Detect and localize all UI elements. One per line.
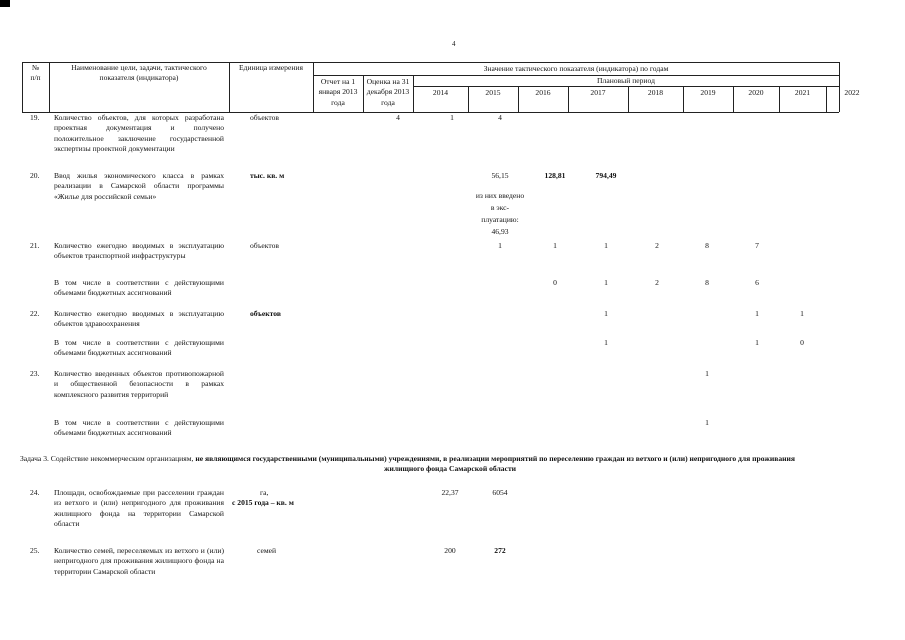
header-year-2016: 2016	[535, 88, 551, 97]
row-21-2020: 7	[755, 241, 759, 250]
row-22-2017: 1	[604, 309, 608, 318]
row-19-2014: 1	[450, 113, 454, 122]
row-24-2015: 6054	[492, 488, 508, 497]
row-21-2018: 2	[655, 241, 659, 250]
row-23-sub-name: В том числе в соответствии с действующими объемами бюджетных ассигнований	[54, 418, 224, 438]
header-year-2021: 2021	[794, 88, 811, 97]
row-21-2015: 1	[498, 241, 502, 250]
header-unit: Единица измерения	[239, 63, 303, 72]
row-19-unit: объектов	[250, 113, 279, 122]
row-19-name: Количество объектов, для которых разработана проектная документация и получено положительное заключение государственной экспертизы проектной документации	[54, 113, 224, 154]
row-20-unit: тыс. кв. м	[250, 171, 285, 180]
task3-line2: жилищного фонда Самарской области	[383, 464, 517, 473]
row-20-2017: 794,49	[595, 171, 617, 180]
col-line	[49, 62, 50, 112]
row-23-name: Количество введенных объектов противопожарной и общественной безопасности в рамках комплексного развития территорий	[54, 369, 224, 399]
row-20-num: 20.	[30, 171, 40, 180]
row-21-sub-2020: 6	[755, 278, 759, 287]
row-24-unit1: га,	[260, 488, 269, 497]
row-24-num: 24.	[30, 488, 40, 497]
header-year-2015: 2015	[485, 88, 501, 97]
row-21-num: 21.	[30, 241, 40, 250]
header-year-2022: 2022	[844, 88, 860, 97]
row-22-sub-name: В том числе в соответствии с действующими объемами бюджетных ассигнований	[54, 338, 224, 358]
row-22-sub-2021: 0	[800, 338, 804, 347]
task3-bold: не являющимся государственными (муниципальными) учреждениями, в реализации мероприятий по переселению граждан из ветхого и (или) непригодного для проживания	[195, 454, 795, 463]
row-25-name: Количество семей, переселяемых из ветхого и (или) непригодного для проживания жилищного фонда на территории Самарской области	[54, 546, 224, 576]
header-year-2019: 2019	[700, 88, 716, 97]
row-25-unit: семей	[257, 546, 277, 555]
col-line	[363, 75, 364, 112]
row-25-num: 25.	[30, 546, 40, 555]
row-20-2015: 56,15	[491, 171, 509, 180]
row-23-sub-2019: 1	[705, 418, 709, 427]
header-year-2018: 2018	[647, 88, 664, 97]
row-24-name: Площади, освобождаемые при расселении граждан из ветхого и (или) непригодного для проживания жилищного фонда на территории Самарской области	[54, 488, 224, 529]
row-21-sub-2016: 0	[553, 278, 557, 287]
row-20-2016: 128,81	[544, 171, 566, 180]
row-22-sub-2020: 1	[755, 338, 759, 347]
row-25-2015: 272	[494, 546, 506, 555]
row-23-2019: 1	[705, 369, 709, 378]
row-21-sub-name: В том числе в соответствии с действующими объемами бюджетных ассигнований	[54, 278, 224, 298]
task3-line1	[20, 454, 795, 464]
row-23-num: 23.	[30, 369, 40, 378]
row-20-name: Ввод жилья экономического класса в рамках реализации в Самарской области программы «Жилье для российской семьи»	[54, 171, 224, 201]
row-21-2019: 8	[705, 241, 709, 250]
row-21-unit: объектов	[250, 241, 279, 250]
header-year-2017: 2017	[590, 88, 606, 97]
row-21-2017: 1	[604, 241, 608, 250]
header-plan-period: Плановый период	[597, 76, 655, 85]
header-estimate: Оценка на 31 декабря 2013 года	[366, 77, 410, 107]
header-report: Отчет на 1 января 2013 года	[318, 77, 358, 107]
row-22-num: 22.	[30, 309, 40, 318]
header-year-2014: 2014	[432, 88, 449, 97]
col-line	[839, 62, 840, 112]
header-num2: п/п	[30, 73, 41, 82]
scan-corner-mark	[0, 0, 10, 7]
task3-prefix: Задача 3. Содействие некоммерческим организациям,	[20, 454, 196, 463]
row-21-2016: 1	[553, 241, 557, 250]
row-21-sub-2018: 2	[655, 278, 659, 287]
header-values-title: Значение тактического показателя (индикатора) по годам	[483, 64, 669, 73]
row-22-name: Количество ежегодно вводимых в эксплуатацию объектов здравоохранения	[54, 309, 224, 329]
row-22-unit: объектов	[250, 309, 281, 318]
row-20-2015-note: из них введено в экс-плуатацию: 46,93	[475, 191, 525, 236]
row-25-2014: 200	[444, 546, 456, 555]
page-number: 4	[452, 40, 456, 48]
row-21-sub-2019: 8	[705, 278, 709, 287]
row-22-2020: 1	[755, 309, 759, 318]
row-21-sub-2017: 1	[604, 278, 608, 287]
row-21-name: Количество ежегодно вводимых в эксплуатацию объектов транспортной инфраструктуры	[54, 241, 224, 261]
row-19-num: 19.	[30, 113, 40, 122]
row-19-report: 4	[396, 113, 400, 122]
row-22-2021: 1	[800, 309, 804, 318]
header-year-2020: 2020	[748, 88, 764, 97]
header-name: Наименование цели, задачи, тактического показателя (индикатора)	[71, 63, 207, 83]
row-22-sub-2017: 1	[604, 338, 608, 347]
header-num: №	[31, 63, 40, 72]
row-24-unit2: с 2015 года – кв. м	[232, 498, 294, 507]
row-19-2015: 4	[498, 113, 502, 122]
row-24-2014: 22,37	[441, 488, 459, 497]
